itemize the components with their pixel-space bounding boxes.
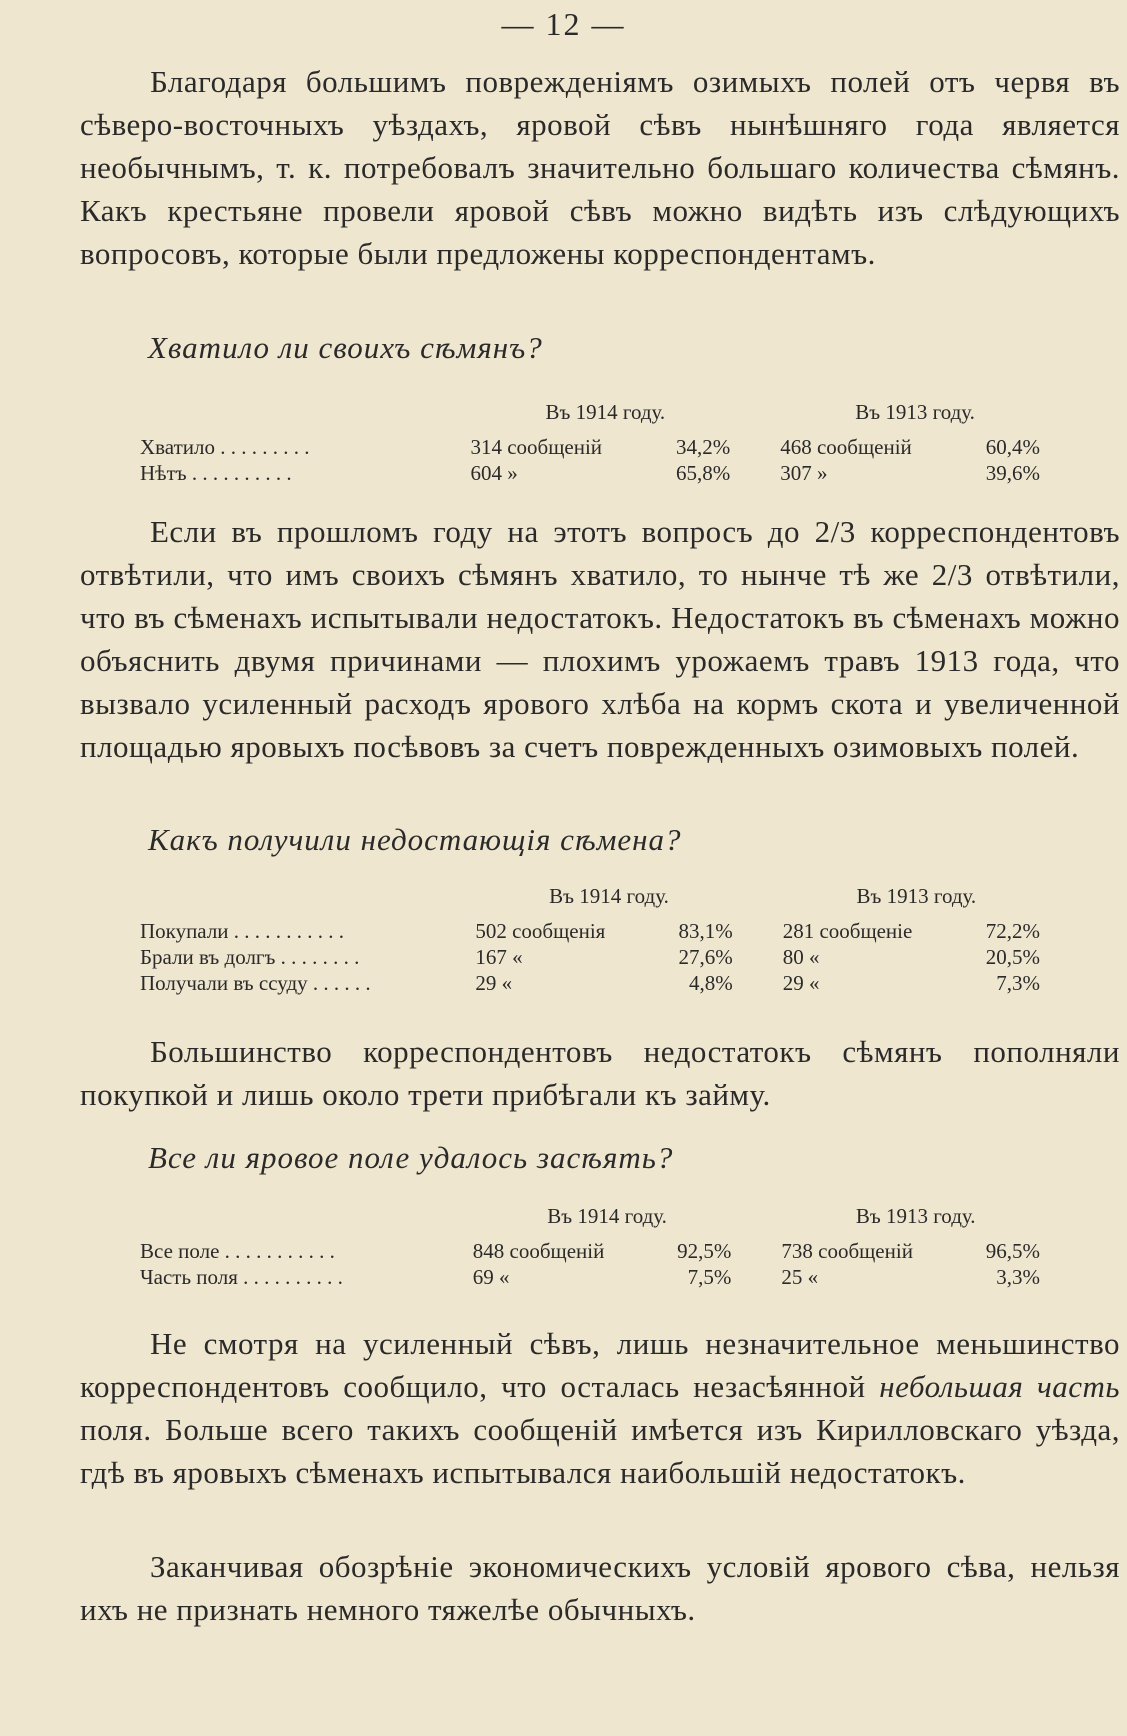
heading-all-sown: Все ли яровое поле удалось засѣять?: [148, 1140, 674, 1175]
table-row: Получали въ ссуду . . . . . . 29 « 4,8% 29 « 7,3%: [140, 970, 1040, 995]
page-number: — 12 —: [501, 6, 626, 42]
table-row: Нѣтъ . . . . . . . . . . 604 » 65,8% 307 » 39,6%: [140, 460, 1040, 485]
year-1913-header: Въ 1913 году.: [855, 1204, 976, 1228]
year-1914-header: Въ 1914 году.: [547, 1204, 667, 1228]
year-1914-header: Въ 1914 году.: [545, 400, 666, 424]
table-all-sown: [140, 1204, 1070, 1290]
year-1913-header: Въ 1913 году.: [855, 400, 975, 424]
table-how-obtained: [140, 884, 1070, 996]
heading-seeds-sufficient: Хватило ли своихъ сѣмянъ?: [148, 330, 543, 365]
paragraph-intro: Благодаря большимъ поврежденіямъ озимыхъ полей отъ червя въ сѣверо-восточныхъ уѣздахъ, яровой сѣвъ нынѣшняго года является необычнымъ, т. к. потребовалъ значительно большаго количества сѣмянъ. Какъ крестьяне провели яровой сѣвъ можно видѣть изъ слѣдующихъ вопросовъ, которые были предложены корреспондентамъ.: [80, 64, 1120, 271]
table-seeds-sufficient: [140, 400, 1070, 486]
table-header-row: [140, 400, 1070, 434]
emphasis-small-part: небольшая часть: [879, 1369, 1120, 1404]
table-row: Брали въ долгъ . . . . . . . . 167 « 27,6% 80 « 20,5%: [140, 944, 1040, 969]
table-header-row: [140, 1204, 1070, 1238]
table-header-row: [140, 884, 1070, 918]
year-1914-header: Въ 1914 году.: [549, 884, 669, 908]
paragraph-seed-shortage: Если въ прошломъ году на этотъ вопросъ до 2/3 корреспондентовъ отвѣтили, что имъ своихъ сѣмянъ хватило, то нынче тѣ же 2/3 отвѣтили, что въ сѣменахъ испытывали недостатокъ. Недостатокъ въ сѣменахъ можно объяснить двумя причинами — плохимъ урожаемъ травъ 1913 года, что вызвало усиленный расходъ ярового хлѣба на кормъ скота и увеличенной площадью яровыхъ посѣвовъ за счетъ поврежденныхъ озимовыхъ полей.: [80, 514, 1120, 764]
table-row: Покупали . . . . . . . . . . . 502 сообщенія 83,1% 281 сообщеніе 72,2%: [140, 918, 1040, 943]
paragraph-conclusion: Заканчивая обозрѣніе экономическихъ условій ярового сѣва, нельзя ихъ не признать немного тяжелѣе обычныхъ.: [80, 1549, 1120, 1627]
table-row: Хватило . . . . . . . . . 314 сообщеній 34,2% 468 сообщеній 60,4%: [140, 434, 1040, 459]
heading-how-obtained: Какъ получили недостающія сѣмена?: [148, 822, 682, 857]
paragraph-majority: Большинство корреспондентовъ недостатокъ сѣмянъ пополняли покупкой и лишь около трети прибѣгали къ займу.: [80, 1034, 1120, 1112]
table-row: Часть поля . . . . . . . . . . 69 « 7,5% 25 « 3,3%: [140, 1264, 1040, 1289]
year-1913-header: Въ 1913 году.: [856, 884, 977, 908]
paragraph-sowing-result: Не смотря на усиленный сѣвъ, лишь незначительное меньшинство корреспондентовъ сообщило, что осталась незасѣянной небольшая часть поля. Больше всего такихъ сообщеній имѣется изъ Кирилловскаго уѣзда, гдѣ въ яровыхъ сѣменахъ испытывался наибольшій недостатокъ.: [80, 1326, 1120, 1490]
table-row: Все поле . . . . . . . . . . . 848 сообщеній 92,5% 738 сообщеній 96,5%: [140, 1238, 1040, 1263]
